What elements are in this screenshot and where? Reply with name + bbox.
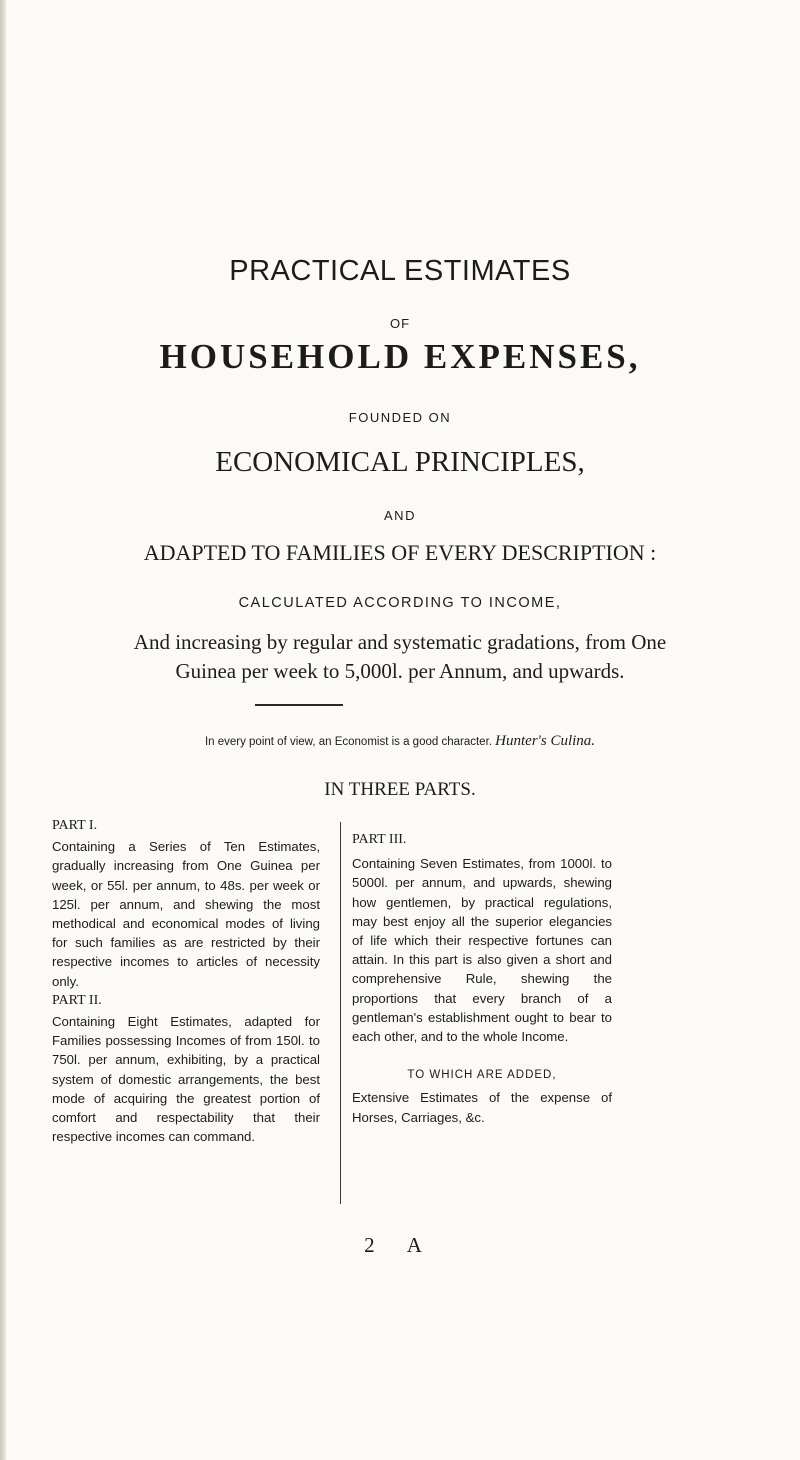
of-line: OF [389,316,411,331]
calculated-line: CALCULATED ACCORDING TO INCOME, [238,595,562,611]
motto [0,733,800,750]
adapted-line: ADAPTED TO FAMILIES OF EVERY DESCRIPTION : [143,540,657,565]
part2-text: Containing Eight Estimates, adapted for Families possessing Incomes of from 150l. to 750l. per annum, exhibiting, by a practical system of domestic arrangements, the best mode of acquiring the greatest portion of comfort and respectability that their respective incomes can command. [52,1014,320,1145]
and-line: AND [384,508,416,523]
part3-text: Containing Seven Estimates, from 1000l. to 5000l. per annum, and upwards, shewing how gentlemen, by practical regulations, may best enjoy all the superior elegancies of life which their respective fortunes can attain. In this part is also given a short and comprehensive Rule, shewing the proportions that every branch of a gentleman's establishment ought to bear to each other, and to the whole Income. [352,856,612,1045]
title-rule [255,704,343,706]
signature-mark: 2 A [364,1233,436,1257]
principles-line: ECONOMICAL PRINCIPLES, [215,446,585,478]
added-text: Extensive Estimates of the expense of Horses, Carriages, &c. [352,1090,612,1125]
part1-text: Containing a Series of Ten Estimates, gradually increasing from One Guinea per week, or 55l. per annum, to 48s. per week or 125l. per annum, and shewing the most methodical and economical modes of living for such families as are restricted by their respective incomes to articles of necessity only. [52,839,320,989]
right-column [352,830,612,1127]
motto-text: In every point of view, an Economist is a good character. [204,736,492,748]
motto-source: Hunter's Culina. [495,733,596,749]
founded-on-line: FOUNDED ON [348,410,452,425]
left-column [52,816,320,1146]
column-divider [340,822,341,1204]
main-title: HOUSEHOLD EXPENSES, [159,337,641,376]
part1-heading: PART I. [52,818,98,833]
increasing-line-1: And increasing by regular and systematic gradations, from One [133,630,667,654]
part2-heading: PART II. [52,992,102,1008]
added-heading: TO WHICH ARE ADDED, [407,1069,557,1082]
part3-heading: PART III. [352,832,407,847]
in-three-parts: IN THREE PARTS. [324,779,476,800]
title-line: PRACTICAL ESTIMATES [229,255,571,287]
increasing-line-2: Guinea per week to 5,000l. per Annum, and upwards. [175,659,625,683]
